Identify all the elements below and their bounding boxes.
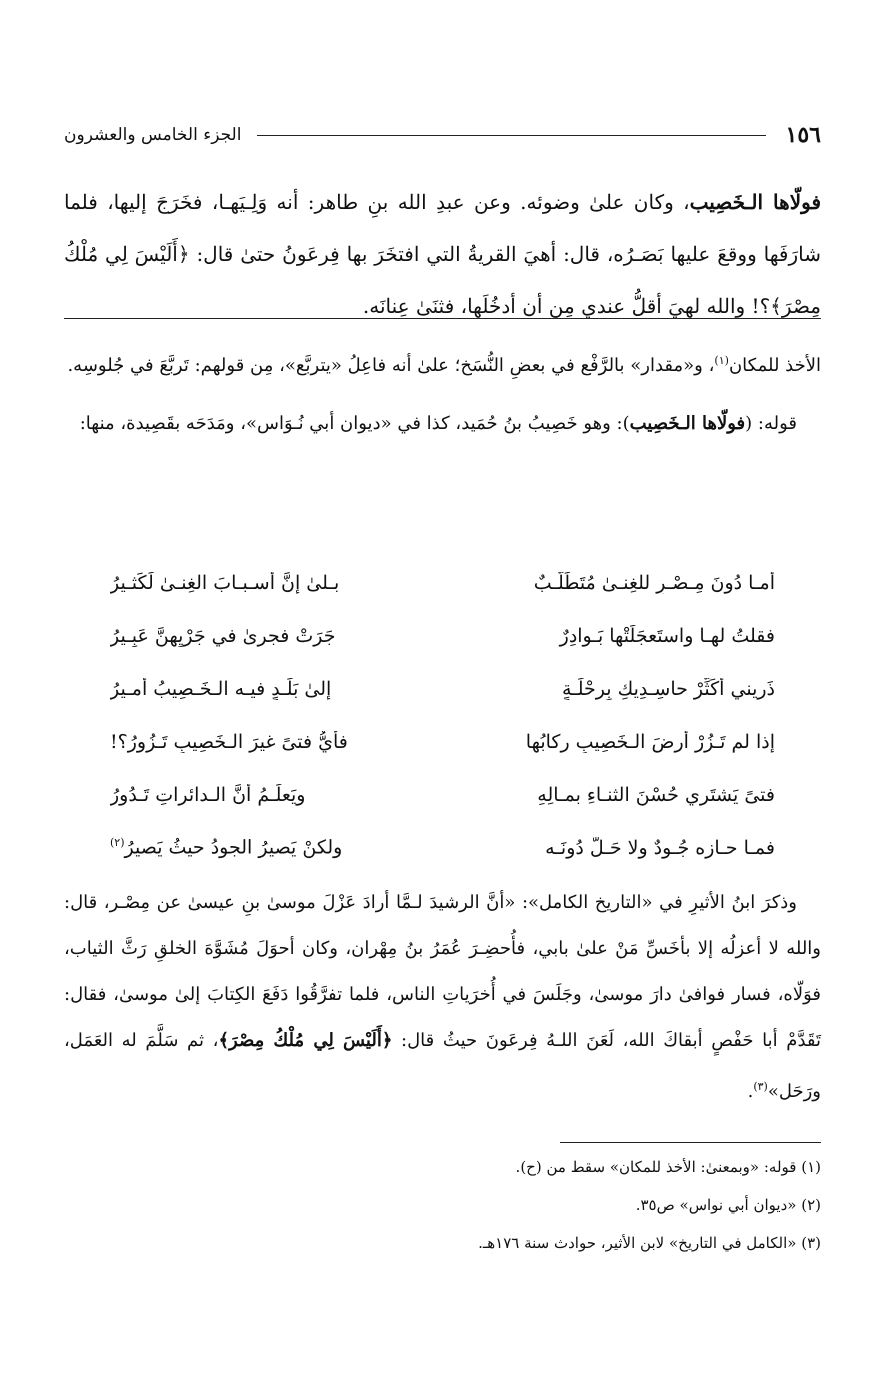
quran-quote: ﴿أَلَيْسَ لِي مُلْكُ مِصْرَ﴾ [218, 1030, 393, 1051]
poem-verse [110, 556, 775, 609]
page-number: ١٥٦ [785, 122, 821, 148]
hemistich-second: إلىٰ بَلَـدٍ فيـه الـخَـصِيبُ أمـيرُ [110, 677, 332, 700]
running-title: الجزء الخامس والعشرون [64, 125, 242, 145]
footnotes [64, 1148, 821, 1262]
poem [110, 556, 775, 874]
main-text-divider [64, 318, 821, 319]
hemistich-first: فقلتُ لهـا واستَعجَلَتْها بَـوادِرٌ [559, 624, 775, 647]
hemistich-second: فأيُّ فتىً غيرَ الـخَصِيبِ تَـزُورُ؟! [110, 730, 348, 753]
poem-verse [110, 821, 775, 874]
main-text-body: ، وكان علىٰ وضوئه. وعن عبدِ الله بنِ طاهر: أنه وَلِـيَهـا، فخَرَجَ إليها، فلما شارَفَها ووقعَ عليها بَصَـرُه، قال: أهيَ القريةُ التي افتخَرَ بها فِرعَونُ حتىٰ قال: ﴿أَلَيْسَ لِي مُلْكُ مِصْرَ﴾؟! والله لهيَ أقلُّ عندي مِن أن أدخُلَها، فثنَىٰ عِنانَه. [64, 190, 821, 318]
main-text [64, 176, 821, 332]
commentary [64, 338, 821, 459]
hemistich-first: فتىً يَشتَرِي حُسْنَ الثنـاءِ بمـالِهِ [537, 783, 775, 806]
footnote-ref-3: (٣) [753, 1080, 768, 1093]
hemistich-second: جَرَتْ فجرىٰ في جَرْيِهِنَّ عَبِـيرُ [110, 624, 336, 647]
header-rule [257, 135, 765, 136]
hemistich-first: أَمـا دُونَ مِـصْـرٍ للغِنـىٰ مُتَطَلَّـبٌ [533, 571, 775, 594]
hemistich-second: ويَعلَـمُ أنَّ الـدائراتِ تَـدُورُ [110, 783, 306, 806]
hemistich-second: بـلىٰ إنَّ أسـبـابَ الغِنـىٰ لَكَثـيرُ [110, 571, 340, 594]
hemistich-first: فمـا حـازه جُـودٌ ولا حَـلَّ دُونَـه [545, 836, 775, 859]
footnote-ref-1: (١) [714, 354, 729, 367]
poem-verse [110, 662, 775, 715]
footnote: (١) قوله: «وبمعنىٰ: الأخذ للمكان» سقط من (ح). [515, 1158, 821, 1176]
main-text-lead: فولّاها الـخَصِيب [689, 190, 822, 214]
commentary-paragraph-1: الأخذ للمكان$^{(١)}$، و«مقدار» بالرَّفْع في بعضِ النُّسَخ؛ علىٰ أنه فاعِلُ «يتربَّع»، مِن قولهم: تَربَّعَ في جُلوسِه. [67, 354, 821, 376]
poem-verse [110, 768, 775, 821]
poem-verse [110, 609, 775, 662]
page-header [64, 118, 821, 152]
hemistich-second: ولكنْ يَصيرُ الجودُ حيثُ يَصيرُ$^{(٢)}$ [110, 836, 343, 859]
footnote: (٢) «ديوان أبي نواس» ص٣٥. [635, 1196, 821, 1214]
footnote-divider [560, 1142, 821, 1143]
footnote-ref-2: (٢) [110, 836, 125, 850]
hemistich-first: إذا لم تَـزُرْ أرضَ الـخَصِيبِ رِكابُها [525, 730, 775, 753]
hemistich-first: ذَرِيني أُكَثِّرْ حاسِـدِيكِ بِرِحْلَـةٍ [561, 677, 775, 700]
poem-verse [110, 715, 775, 768]
commentary-paragraph-2: قوله: (فولّاها الـخَصِيب): وهو خَصِيبُ بنُ حُمَيد، كذا في «ديوان أبي نُـوَاس»، ومَدَحَه بقَصِيدة، منها: [79, 413, 797, 434]
footnote: (٣) «الكامل في التاريخ» لابن الأثير، حوادث سنة ١٧٦هـ. [478, 1234, 821, 1252]
ibn-athir-quote: وذكرَ ابنُ الأثيرِ في «التاريخ الكامل»: «أنَّ الرشيدَ لـمَّا أرادَ عَزْلَ موسىٰ بنِ عيسىٰ عن مِصْـر، قال: والله لا أعزلُه إلا بأخَسِّ مَنْ علىٰ بابي، فأُحضِـرَ عُمَرُ بنُ مِهْران، وكان أحوَلَ مُشَوَّهَ الخلقِ رَثَّ الثياب، فوَلّاه، فسار فوافىٰ دارَ موسىٰ، وجَلَسَ في أُخرَياتِ الناس، فلما تفرَّقُوا دَفَعَ الكِتابَ إلىٰ موسىٰ، فقال: تَقَدَّمْ أبا حَفْصٍ أبقاكَ الله، لَعَنَ اللـهُ فِرعَونَ حيثُ قال: ﴿أَلَيْسَ لِي مُلْكُ مِصْرَ﴾، ثم سَلَّمَ له العَمَل، ورَحَل»$^{(٣)}$. [64, 892, 822, 1102]
